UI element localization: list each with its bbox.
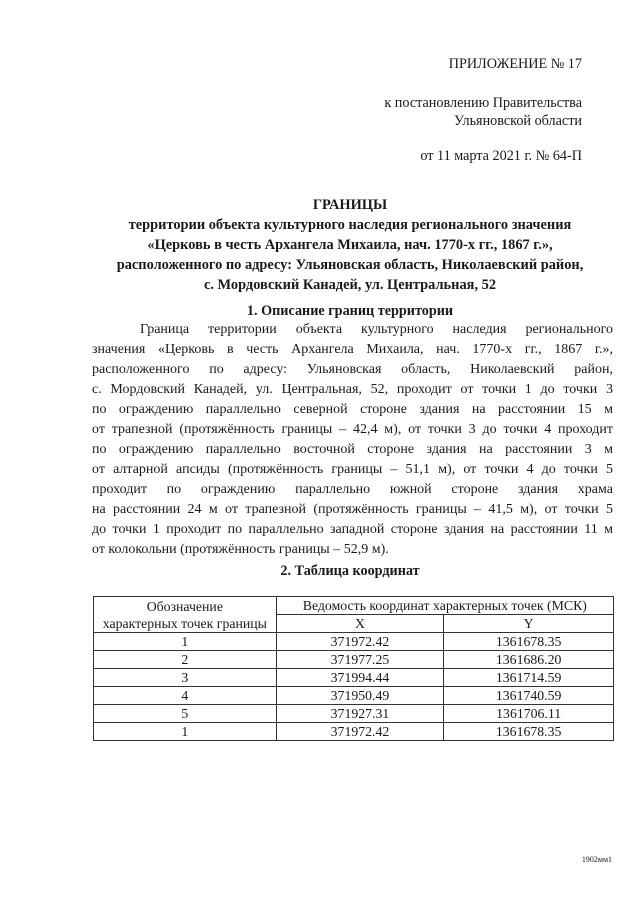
appendix-label	[449, 55, 582, 73]
x-cell: 371950.49	[276, 687, 444, 705]
description-line: от алтарной апсиды (протяжённость границы – 51,1 м), от точки 4 до точки 5	[92, 462, 613, 477]
y-cell: 1361740.59	[444, 687, 614, 705]
document-title	[80, 195, 620, 295]
x-header: X	[276, 615, 444, 633]
section-2-heading: 2. Таблица координат	[280, 563, 420, 579]
description-line: значения «Церковь в честь Архангела Михаила, нач. 1770-х гг., 1867 г.»,	[92, 342, 613, 357]
description-line: по ограждению параллельно восточной стороне здания на расстоянии 3 м	[92, 442, 613, 457]
point-designation-header	[94, 597, 277, 633]
title-line-3: «Церковь в честь Архангела Михаила, нач. 1770-х гг., 1867 г.»,	[147, 237, 553, 253]
table-row	[94, 669, 614, 687]
description-line: расположенного по адресу: Ульяновская область, Николаевский район,	[92, 362, 613, 377]
x-cell: 371972.42	[276, 633, 444, 651]
y-header: Y	[444, 615, 614, 633]
title-line-1: ГРАНИЦЫ	[312, 197, 388, 213]
title-line-2: территории объекта культурного наследия регионального значения	[128, 217, 572, 233]
point-header-line-1: Обозначение	[146, 598, 223, 614]
table-row	[94, 651, 614, 669]
y-cell: 1361678.35	[444, 633, 614, 651]
coordinates-header: Ведомость координат характерных точек (МСК)	[276, 597, 613, 615]
appendix-number: ПРИЛОЖЕНИЕ № 17	[448, 56, 582, 72]
table-row	[94, 633, 614, 651]
description-line: Граница территории объекта культурного наследия регионального	[140, 322, 613, 337]
description-line: от колокольни (протяжённость границы – 52,9 м).	[92, 542, 389, 557]
description-line: с. Мордовский Канадей, ул. Центральная, 52, проходит от точки 1 до точки 3	[92, 382, 613, 397]
x-cell: 371977.25	[276, 651, 444, 669]
resolution-date	[420, 147, 582, 165]
description-line: на расстоянии 24 м от трапезной (протяжённость границы – 41,5 м), от точки 5	[92, 502, 613, 517]
title-line-4: расположенного по адресу: Ульяновская область, Николаевский район,	[116, 257, 584, 273]
point-cell: 1	[94, 723, 277, 741]
date-line: от 11 марта 2021 г. № 64-П	[420, 148, 582, 164]
point-cell: 1	[94, 633, 277, 651]
coordinates-table	[93, 596, 614, 741]
title-line-5: с. Мордовский Канадей, ул. Центральная, 52	[203, 277, 497, 293]
table-row	[94, 723, 614, 741]
y-cell: 1361686.20	[444, 651, 614, 669]
y-cell: 1361706.11	[444, 705, 614, 723]
table-row	[94, 705, 614, 723]
description-line: проходит по ограждению параллельно южной стороне здания храма	[92, 482, 613, 497]
description-line: до точки 1 проходит по параллельно западной стороне здания на расстоянии 11 м	[92, 522, 613, 537]
x-cell: 371972.42	[276, 723, 444, 741]
table-header-row	[94, 597, 614, 615]
resolution-line-2: Ульяновской области	[454, 113, 582, 129]
x-cell: 371927.31	[276, 705, 444, 723]
resolution-line-1: к постановлению Правительства	[384, 95, 582, 111]
x-cell: 371994.44	[276, 669, 444, 687]
section-1-heading: 1. Описание границ территории	[246, 303, 454, 319]
y-cell: 1361714.59	[444, 669, 614, 687]
y-cell: 1361678.35	[444, 723, 614, 741]
resolution-reference	[384, 94, 582, 130]
description-line: от трапезной (протяжённость границы – 42,4 м), от точки 3 до точки 4 проходит	[92, 422, 613, 437]
document-code: 1902мм1	[581, 855, 612, 864]
point-cell: 3	[94, 669, 277, 687]
point-header-line-2: характерных точек границы	[102, 615, 267, 631]
point-cell: 5	[94, 705, 277, 723]
boundary-description	[92, 320, 613, 560]
point-cell: 2	[94, 651, 277, 669]
description-line: по ограждению параллельно северной стороне здания на расстоянии 15 м	[92, 402, 613, 417]
table-row	[94, 687, 614, 705]
point-cell: 4	[94, 687, 277, 705]
